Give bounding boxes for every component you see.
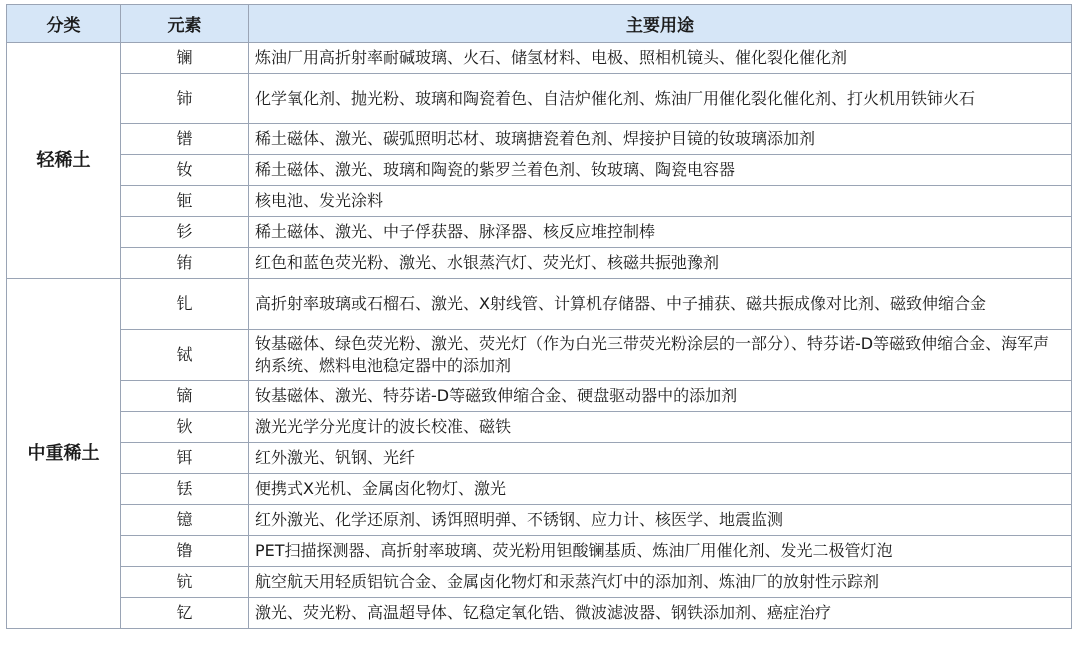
table-row <box>7 412 1072 443</box>
header-use: 主要用途 <box>249 5 1072 43</box>
use-cell: 炼油厂用高折射率耐碱玻璃、火石、储氢材料、电极、照相机镜头、催化裂化催化剂 <box>249 43 1072 74</box>
use-cell: 化学氧化剂、抛光粉、玻璃和陶瓷着色、自洁炉催化剂、炼油厂用催化裂化催化剂、打火机用铁铈火石 <box>249 74 1072 124</box>
use-cell: 激光、荧光粉、高温超导体、钇稳定氧化锆、微波滤波器、钢铁添加剂、癌症治疗 <box>249 598 1072 629</box>
use-cell: 红色和蓝色荧光粉、激光、水银蒸汽灯、荧光灯、核磁共振弛豫剂 <box>249 248 1072 279</box>
category-cell: 中重稀土 <box>7 279 121 629</box>
table-row <box>7 505 1072 536</box>
table-row <box>7 474 1072 505</box>
table-row <box>7 330 1072 381</box>
use-cell: PET扫描探测器、高折射率玻璃、荧光粉用钽酸镧基质、炼油厂用催化剂、发光二极管灯泡 <box>249 536 1072 567</box>
table-row <box>7 248 1072 279</box>
header-row <box>7 5 1072 43</box>
element-cell: 钕 <box>121 155 249 186</box>
header-category: 分类 <box>7 5 121 43</box>
element-cell: 镧 <box>121 43 249 74</box>
table-row <box>7 443 1072 474</box>
element-cell: 铥 <box>121 474 249 505</box>
use-cell: 核电池、发光涂料 <box>249 186 1072 217</box>
table-row <box>7 536 1072 567</box>
use-cell: 高折射率玻璃或石榴石、激光、X射线管、计算机存储器、中子捕获、磁共振成像对比剂、磁致伸缩合金 <box>249 279 1072 330</box>
element-cell: 铒 <box>121 443 249 474</box>
element-cell: 钬 <box>121 412 249 443</box>
use-cell: 航空航天用轻质铝钪合金、金属卤化物灯和汞蒸汽灯中的添加剂、炼油厂的放射性示踪剂 <box>249 567 1072 598</box>
element-cell: 镥 <box>121 536 249 567</box>
use-cell: 稀土磁体、激光、玻璃和陶瓷的紫罗兰着色剂、钕玻璃、陶瓷电容器 <box>249 155 1072 186</box>
table-row <box>7 381 1072 412</box>
table-row <box>7 43 1072 74</box>
element-cell: 铽 <box>121 330 249 381</box>
use-cell: 红外激光、钒钢、光纤 <box>249 443 1072 474</box>
table-row <box>7 186 1072 217</box>
element-cell: 镝 <box>121 381 249 412</box>
table-row <box>7 279 1072 330</box>
element-cell: 铕 <box>121 248 249 279</box>
use-cell: 红外激光、化学还原剂、诱饵照明弹、不锈钢、应力计、核医学、地震监测 <box>249 505 1072 536</box>
use-cell: 钕基磁体、激光、特芬诺-D等磁致伸缩合金、硬盘驱动器中的添加剂 <box>249 381 1072 412</box>
table-body <box>7 43 1072 629</box>
element-cell: 钆 <box>121 279 249 330</box>
element-cell: 钪 <box>121 567 249 598</box>
header-element: 元素 <box>121 5 249 43</box>
use-cell: 激光光学分光度计的波长校准、磁铁 <box>249 412 1072 443</box>
table-row <box>7 567 1072 598</box>
element-cell: 钐 <box>121 217 249 248</box>
table-row <box>7 74 1072 124</box>
table-row <box>7 155 1072 186</box>
category-cell: 轻稀土 <box>7 43 121 279</box>
table-row <box>7 217 1072 248</box>
use-cell: 稀土磁体、激光、碳弧照明芯材、玻璃搪瓷着色剂、焊接护目镜的钕玻璃添加剂 <box>249 124 1072 155</box>
element-cell: 钷 <box>121 186 249 217</box>
element-cell: 铈 <box>121 74 249 124</box>
table-row <box>7 598 1072 629</box>
table-row <box>7 124 1072 155</box>
element-cell: 镱 <box>121 505 249 536</box>
element-cell: 镨 <box>121 124 249 155</box>
use-cell: 稀土磁体、激光、中子俘获器、脉泽器、核反应堆控制棒 <box>249 217 1072 248</box>
use-cell: 钕基磁体、绿色荧光粉、激光、荧光灯（作为白光三带荧光粉涂层的一部分）、特芬诺-D等磁致伸缩合金、海军声纳系统、燃料电池稳定器中的添加剂 <box>249 330 1072 381</box>
rare-earth-table <box>6 4 1072 629</box>
use-cell: 便携式X光机、金属卤化物灯、激光 <box>249 474 1072 505</box>
element-cell: 钇 <box>121 598 249 629</box>
